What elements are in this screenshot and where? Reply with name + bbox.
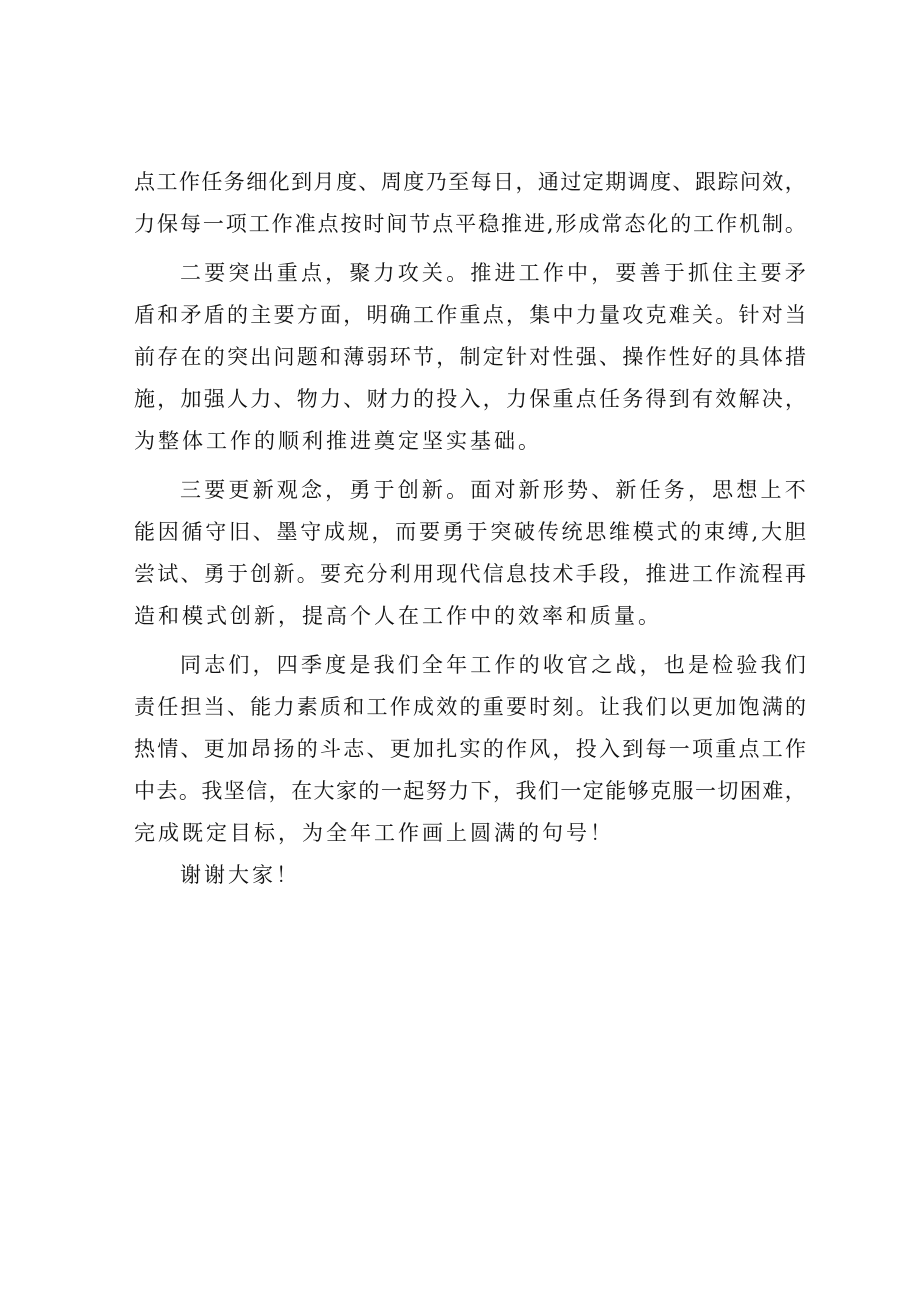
paragraph-line: 尝 试 、 勇 于 创 新 。 要 充 分 利 用 现 代 信 息 技 术 手 段 ， 推 进 工 作 流 程 再 [134, 562, 806, 586]
paragraph-thanks [134, 854, 806, 896]
paragraph-focus-key-points [134, 252, 806, 462]
paragraph-line: 中 去 。 我 坚 信 ， 在 大 家 的 一 起 努 力 下 ， 我 们 一 定 能 够 克 服 一 切 困 难 ， [134, 779, 806, 803]
paragraph-line: 同 志 们 ， 四 季 度 是 我 们 全 年 工 作 的 收 官 之 战 ， 也 是 检 验 我 们 [180, 653, 806, 677]
paragraph-line: 三 要 更 新 观 念 ， 勇 于 创 新 。 面 对 新 形 势 、 新 任 务 ， 思 想 上 不 [180, 478, 806, 502]
paragraph-line: 施 ， 加 强 人 力 、 物 力 、 财 力 的 投 入 ， 力 保 重 点 任 务 得 到 有 效 解 决 ， [134, 387, 806, 411]
paragraph-line: 责 任 担 当 、 能 力 素 质 和 工 作 成 效 的 重 要 时 刻 。 让 我 们 以 更 加 饱 满 的 [134, 695, 806, 719]
paragraph-line: 前 存 在 的 突 出 问 题 和 薄 弱 环 节 ， 制 定 针 对 性 强 、 操 作 性 好 的 具 体 措 [134, 345, 806, 369]
paragraph-continuation [134, 161, 806, 245]
paragraph-line: 造和模式创新，提高个人在工作中的效率和质量。 [134, 604, 662, 628]
paragraph-line: 点 工 作 任 务 细 化 到 月 度 、 周 度 乃 至 每 日 ， 通 过 定 期 调 度 、 跟 踪 问 效 ， [134, 170, 806, 194]
paragraph-line: 谢谢大家！ [180, 863, 300, 887]
paragraph-line: 盾 和 矛 盾 的 主 要 方 面 ， 明 确 工 作 重 点 ， 集 中 力 量 攻 克 难 关 。 针 对 当 [134, 303, 806, 327]
paragraph-line: 为整体工作的顺利推进奠定坚实基础。 [134, 429, 542, 453]
document-body [134, 161, 806, 896]
paragraph-line: 热 情 、 更 加 昂 扬 的 斗 志 、 更 加 扎 实 的 作 风 ， 投 入 到 每 一 项 重 点 工 作 [134, 737, 806, 761]
paragraph-closing-remarks [134, 644, 806, 854]
paragraph-line: 能 因 循 守 旧 、 墨 守 成 规 ， 而 要 勇 于 突 破 传 统 思 维 模 式 的 束 缚 , 大 胆 [134, 520, 806, 544]
paragraph-line: 二 要 突 出 重 点 ， 聚 力 攻 关 。 推 进 工 作 中 ， 要 善 于 抓 住 主 要 矛 [180, 261, 806, 285]
paragraph-line: 完成既定目标，为全年工作画上圆满的句号！ [134, 821, 614, 845]
paragraph-line: 力 保 每 一 项 工 作 准 点 按 时 间 节 点 平 稳 推 进 , 形 成 常 态 化 的 工 作 机 制 。 [134, 212, 806, 236]
paragraph-innovation [134, 469, 806, 637]
